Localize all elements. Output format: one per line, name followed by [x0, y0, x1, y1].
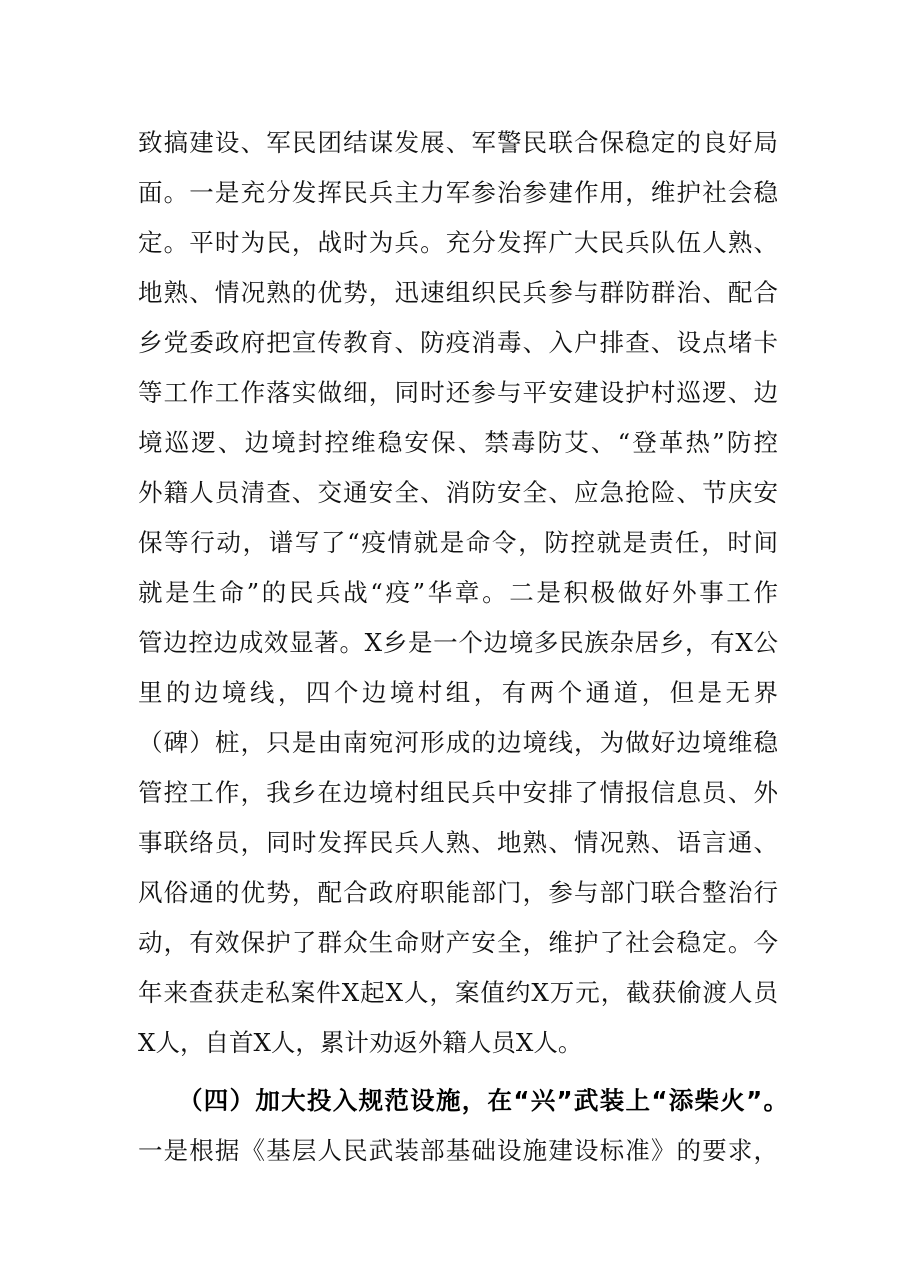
paragraph-line: 致搞建设、军民团结谋发展、军警民联合保稳定的良好局	[138, 128, 778, 157]
paragraph-line: 等工作工作落实做细，同时还参与平安建设护村巡逻、边	[138, 378, 778, 407]
paragraph-line: 动，有效保护了群众生命财产安全，维护了社会稳定。今	[138, 928, 778, 957]
paragraph-line: 乡党委政府把宣传教育、防疫消毒、入户排查、设点堵卡	[138, 328, 778, 357]
paragraph-line: 面。一是充分发挥民兵主力军参治参建作用，维护社会稳	[138, 178, 778, 207]
paragraph-line: 外籍人员清查、交通安全、消防安全、应急抢险、节庆安	[138, 478, 778, 507]
paragraph-line: 定。平时为民，战时为兵。充分发挥广大民兵队伍人熟、	[138, 228, 778, 257]
paragraph-line: 事联络员，同时发挥民兵人熟、地熟、情况熟、语言通、	[138, 828, 778, 857]
paragraph-line: 保等行动，谱写了“疫情就是命令，防控就是责任，时间	[138, 528, 778, 557]
paragraph-line: 里的边境线，四个边境村组，有两个通道，但是无界	[138, 678, 778, 707]
paragraph-line: 就是生命”的民兵战“疫”华章。二是积极做好外事工作	[138, 578, 778, 607]
paragraph-line: 境巡逻、边境封控维稳安保、禁毒防艾、“登革热”防控	[138, 428, 778, 457]
section-heading: （四）加大投入规范设施，在“兴”武装上“添柴火”。	[178, 1086, 788, 1115]
paragraph-line: 一是根据《基层人民武装部基础设施建设标准》的要求，	[138, 1136, 778, 1165]
paragraph-line: 地熟、情况熟的优势，迅速组织民兵参与群防群治、配合	[138, 278, 778, 307]
paragraph-line: 管控工作，我乡在边境村组民兵中安排了情报信息员、外	[138, 778, 778, 807]
paragraph-line: 年来查获走私案件X起X人，案值约X万元，截获偷渡人员	[138, 978, 778, 1007]
paragraph-line: （碑）桩，只是由南宛河形成的边境线，为做好边境维稳	[138, 728, 778, 757]
paragraph-line: 管边控边成效显著。X乡是一个边境多民族杂居乡，有X公	[138, 628, 778, 657]
paragraph-line: 风俗通的优势，配合政府职能部门，参与部门联合整治行	[138, 878, 778, 907]
paragraph-line: X人，自首X人，累计劝返外籍人员X人。	[138, 1028, 583, 1057]
